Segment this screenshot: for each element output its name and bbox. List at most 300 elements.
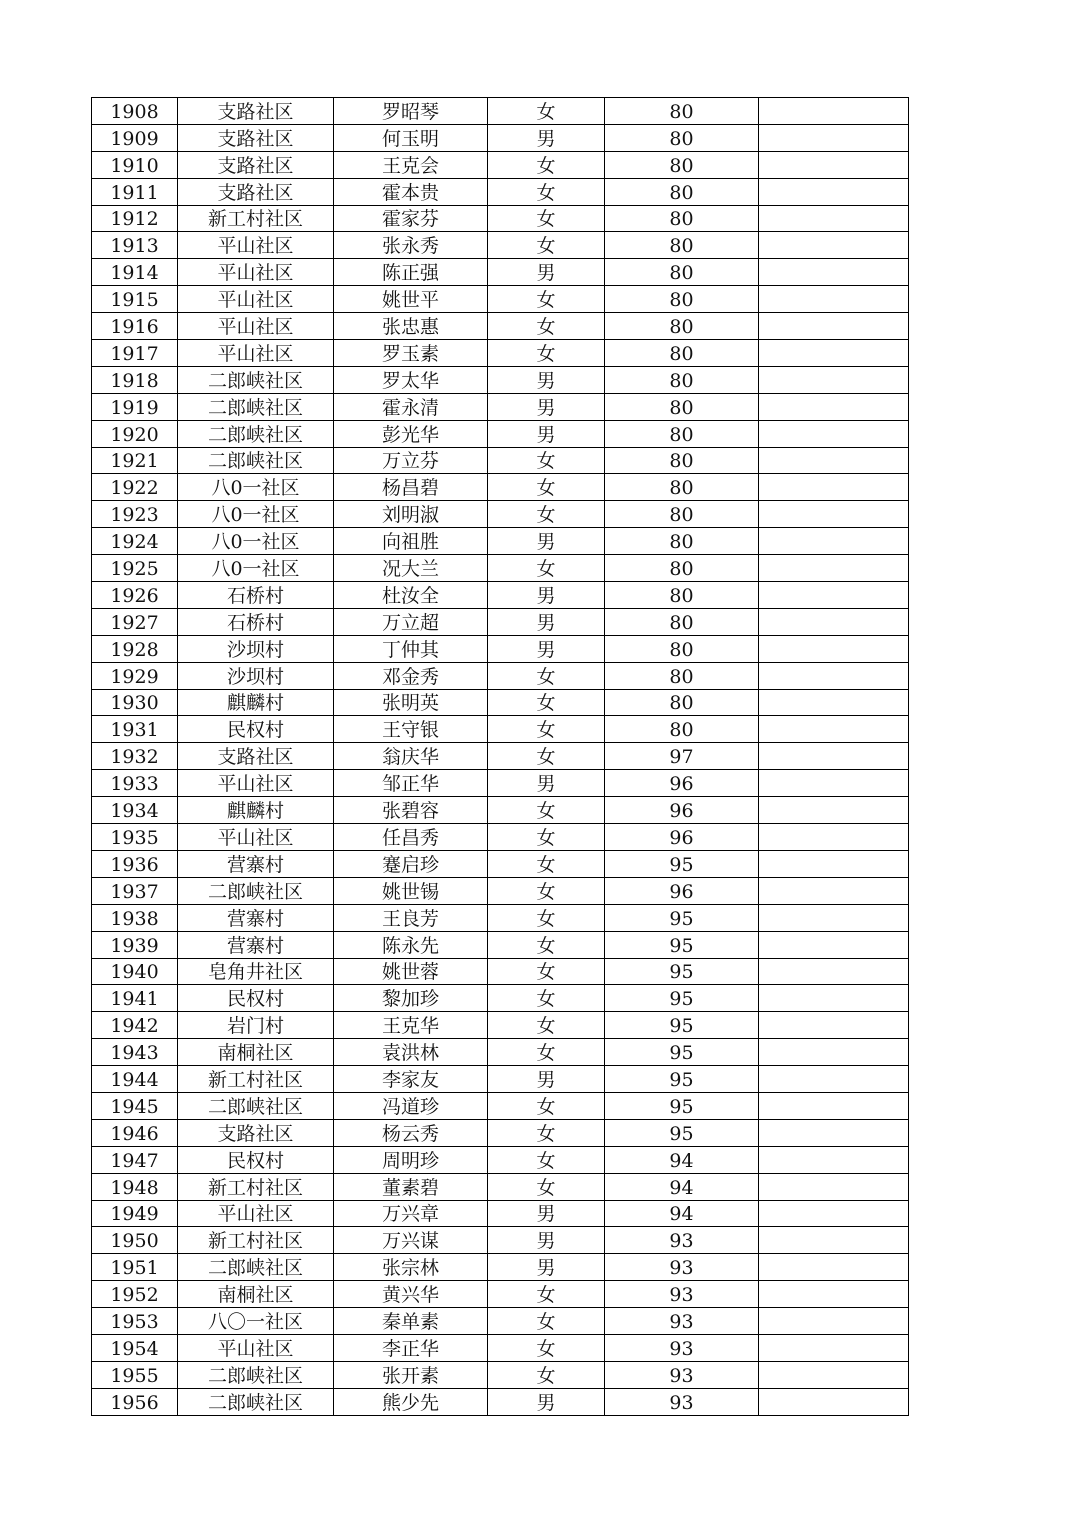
table-row — [92, 555, 909, 582]
name-cell: 霍家芬 — [334, 205, 488, 232]
row-number-cell: 1934 — [92, 797, 178, 824]
table-row — [92, 1119, 909, 1146]
table-row — [92, 1173, 909, 1200]
age-cell: 95 — [605, 850, 759, 877]
table-row — [92, 958, 909, 985]
remark-cell — [759, 1092, 909, 1119]
row-number-cell: 1944 — [92, 1066, 178, 1093]
remark-cell — [759, 420, 909, 447]
age-cell: 95 — [605, 1012, 759, 1039]
remark-cell — [759, 716, 909, 743]
age-cell: 80 — [605, 662, 759, 689]
name-cell: 王克华 — [334, 1012, 488, 1039]
row-number-cell: 1912 — [92, 205, 178, 232]
table-body — [92, 98, 909, 1416]
table-row — [92, 178, 909, 205]
name-cell: 杨昌碧 — [334, 474, 488, 501]
table-row — [92, 474, 909, 501]
table-row — [92, 1334, 909, 1361]
community-cell: 麒麟村 — [178, 797, 334, 824]
community-cell: 民权村 — [178, 1146, 334, 1173]
gender-cell: 男 — [488, 528, 605, 555]
remark-cell — [759, 1200, 909, 1227]
table-row — [92, 904, 909, 931]
row-number-cell: 1928 — [92, 635, 178, 662]
table-row — [92, 662, 909, 689]
remark-cell — [759, 313, 909, 340]
gender-cell: 女 — [488, 931, 605, 958]
gender-cell: 男 — [488, 1254, 605, 1281]
community-cell: 营寨村 — [178, 850, 334, 877]
table-row — [92, 1146, 909, 1173]
age-cell: 80 — [605, 689, 759, 716]
community-cell: 石桥村 — [178, 582, 334, 609]
table-row — [92, 635, 909, 662]
gender-cell: 女 — [488, 286, 605, 313]
gender-cell: 男 — [488, 635, 605, 662]
age-cell: 80 — [605, 608, 759, 635]
age-cell: 95 — [605, 931, 759, 958]
age-cell: 97 — [605, 743, 759, 770]
community-cell: 八0一社区 — [178, 555, 334, 582]
remark-cell — [759, 232, 909, 259]
gender-cell: 女 — [488, 98, 605, 125]
gender-cell: 男 — [488, 1066, 605, 1093]
community-cell: 岩门村 — [178, 1012, 334, 1039]
name-cell: 霍本贵 — [334, 178, 488, 205]
gender-cell: 女 — [488, 474, 605, 501]
table-row — [92, 850, 909, 877]
name-cell: 杨云秀 — [334, 1119, 488, 1146]
community-cell: 平山社区 — [178, 1200, 334, 1227]
remark-cell — [759, 528, 909, 555]
gender-cell: 女 — [488, 1173, 605, 1200]
table-row — [92, 824, 909, 851]
data-table — [91, 97, 909, 1416]
age-cell: 80 — [605, 340, 759, 367]
table-row — [92, 1012, 909, 1039]
row-number-cell: 1921 — [92, 447, 178, 474]
age-cell: 80 — [605, 98, 759, 125]
community-cell: 平山社区 — [178, 770, 334, 797]
age-cell: 96 — [605, 824, 759, 851]
row-number-cell: 1929 — [92, 662, 178, 689]
name-cell: 熊少先 — [334, 1388, 488, 1415]
row-number-cell: 1951 — [92, 1254, 178, 1281]
gender-cell: 女 — [488, 1308, 605, 1335]
row-number-cell: 1916 — [92, 313, 178, 340]
row-number-cell: 1947 — [92, 1146, 178, 1173]
remark-cell — [759, 743, 909, 770]
row-number-cell: 1908 — [92, 98, 178, 125]
community-cell: 新工村社区 — [178, 1173, 334, 1200]
age-cell: 80 — [605, 447, 759, 474]
remark-cell — [759, 877, 909, 904]
row-number-cell: 1922 — [92, 474, 178, 501]
name-cell: 姚世平 — [334, 286, 488, 313]
community-cell: 支路社区 — [178, 151, 334, 178]
age-cell: 80 — [605, 151, 759, 178]
remark-cell — [759, 824, 909, 851]
gender-cell: 女 — [488, 1146, 605, 1173]
gender-cell: 女 — [488, 797, 605, 824]
name-cell: 罗昭琴 — [334, 98, 488, 125]
remark-cell — [759, 259, 909, 286]
gender-cell: 女 — [488, 232, 605, 259]
table-row — [92, 770, 909, 797]
row-number-cell: 1915 — [92, 286, 178, 313]
gender-cell: 男 — [488, 582, 605, 609]
age-cell: 93 — [605, 1281, 759, 1308]
row-number-cell: 1935 — [92, 824, 178, 851]
age-cell: 80 — [605, 178, 759, 205]
name-cell: 杜汝全 — [334, 582, 488, 609]
community-cell: 平山社区 — [178, 313, 334, 340]
name-cell: 万立超 — [334, 608, 488, 635]
gender-cell: 女 — [488, 958, 605, 985]
row-number-cell: 1913 — [92, 232, 178, 259]
community-cell: 沙坝村 — [178, 635, 334, 662]
name-cell: 邹正华 — [334, 770, 488, 797]
row-number-cell: 1936 — [92, 850, 178, 877]
table-row — [92, 313, 909, 340]
community-cell: 八0一社区 — [178, 501, 334, 528]
table-row — [92, 1200, 909, 1227]
community-cell: 二郎峡社区 — [178, 1092, 334, 1119]
gender-cell: 女 — [488, 662, 605, 689]
row-number-cell: 1926 — [92, 582, 178, 609]
remark-cell — [759, 1281, 909, 1308]
community-cell: 二郎峡社区 — [178, 393, 334, 420]
name-cell: 张忠惠 — [334, 313, 488, 340]
table-row — [92, 608, 909, 635]
remark-cell — [759, 770, 909, 797]
gender-cell: 女 — [488, 178, 605, 205]
remark-cell — [759, 635, 909, 662]
row-number-cell: 1925 — [92, 555, 178, 582]
name-cell: 陈正强 — [334, 259, 488, 286]
row-number-cell: 1920 — [92, 420, 178, 447]
table-row — [92, 582, 909, 609]
community-cell: 平山社区 — [178, 259, 334, 286]
table-row — [92, 931, 909, 958]
row-number-cell: 1909 — [92, 124, 178, 151]
remark-cell — [759, 98, 909, 125]
row-number-cell: 1911 — [92, 178, 178, 205]
row-number-cell: 1917 — [92, 340, 178, 367]
row-number-cell: 1924 — [92, 528, 178, 555]
name-cell: 况大兰 — [334, 555, 488, 582]
row-number-cell: 1945 — [92, 1092, 178, 1119]
gender-cell: 女 — [488, 904, 605, 931]
age-cell: 96 — [605, 877, 759, 904]
community-cell: 二郎峡社区 — [178, 877, 334, 904]
community-cell: 支路社区 — [178, 1119, 334, 1146]
name-cell: 秦单素 — [334, 1308, 488, 1335]
row-number-cell: 1919 — [92, 393, 178, 420]
age-cell: 93 — [605, 1227, 759, 1254]
gender-cell: 女 — [488, 151, 605, 178]
name-cell: 袁洪林 — [334, 1039, 488, 1066]
name-cell: 姚世锡 — [334, 877, 488, 904]
table-row — [92, 98, 909, 125]
age-cell: 80 — [605, 555, 759, 582]
name-cell: 王良芳 — [334, 904, 488, 931]
table-row — [92, 1066, 909, 1093]
row-number-cell: 1910 — [92, 151, 178, 178]
community-cell: 八0一社区 — [178, 528, 334, 555]
community-cell: 八0一社区 — [178, 474, 334, 501]
gender-cell: 男 — [488, 1388, 605, 1415]
table-row — [92, 528, 909, 555]
row-number-cell: 1939 — [92, 931, 178, 958]
row-number-cell: 1949 — [92, 1200, 178, 1227]
community-cell: 平山社区 — [178, 824, 334, 851]
row-number-cell: 1952 — [92, 1281, 178, 1308]
name-cell: 何玉明 — [334, 124, 488, 151]
remark-cell — [759, 689, 909, 716]
table-row — [92, 716, 909, 743]
gender-cell: 女 — [488, 1092, 605, 1119]
row-number-cell: 1923 — [92, 501, 178, 528]
community-cell: 二郎峡社区 — [178, 1361, 334, 1388]
remark-cell — [759, 582, 909, 609]
gender-cell: 男 — [488, 124, 605, 151]
remark-cell — [759, 958, 909, 985]
remark-cell — [759, 1388, 909, 1415]
gender-cell: 女 — [488, 1012, 605, 1039]
community-cell: 平山社区 — [178, 340, 334, 367]
age-cell: 80 — [605, 124, 759, 151]
name-cell: 张明英 — [334, 689, 488, 716]
age-cell: 96 — [605, 797, 759, 824]
row-number-cell: 1943 — [92, 1039, 178, 1066]
remark-cell — [759, 474, 909, 501]
row-number-cell: 1937 — [92, 877, 178, 904]
age-cell: 94 — [605, 1146, 759, 1173]
name-cell: 霍永清 — [334, 393, 488, 420]
table-row — [92, 286, 909, 313]
name-cell: 张开素 — [334, 1361, 488, 1388]
table-row — [92, 985, 909, 1012]
table-row — [92, 689, 909, 716]
gender-cell: 女 — [488, 205, 605, 232]
row-number-cell: 1938 — [92, 904, 178, 931]
name-cell: 黄兴华 — [334, 1281, 488, 1308]
name-cell: 翁庆华 — [334, 743, 488, 770]
row-number-cell: 1930 — [92, 689, 178, 716]
remark-cell — [759, 447, 909, 474]
remark-cell — [759, 340, 909, 367]
table-row — [92, 259, 909, 286]
table-row — [92, 447, 909, 474]
age-cell: 80 — [605, 635, 759, 662]
community-cell: 二郎峡社区 — [178, 1388, 334, 1415]
name-cell: 丁仲其 — [334, 635, 488, 662]
name-cell: 蹇启珍 — [334, 850, 488, 877]
name-cell: 任昌秀 — [334, 824, 488, 851]
remark-cell — [759, 1334, 909, 1361]
community-cell: 沙坝村 — [178, 662, 334, 689]
row-number-cell: 1931 — [92, 716, 178, 743]
community-cell: 支路社区 — [178, 124, 334, 151]
age-cell: 93 — [605, 1334, 759, 1361]
community-cell: 皂角井社区 — [178, 958, 334, 985]
community-cell: 新工村社区 — [178, 205, 334, 232]
remark-cell — [759, 205, 909, 232]
remark-cell — [759, 393, 909, 420]
gender-cell: 女 — [488, 340, 605, 367]
row-number-cell: 1950 — [92, 1227, 178, 1254]
community-cell: 南桐社区 — [178, 1281, 334, 1308]
gender-cell: 女 — [488, 1281, 605, 1308]
community-cell: 石桥村 — [178, 608, 334, 635]
community-cell: 新工村社区 — [178, 1227, 334, 1254]
community-cell: 平山社区 — [178, 1334, 334, 1361]
remark-cell — [759, 1361, 909, 1388]
remark-cell — [759, 850, 909, 877]
table-row — [92, 232, 909, 259]
remark-cell — [759, 1119, 909, 1146]
community-cell: 民权村 — [178, 716, 334, 743]
gender-cell: 女 — [488, 743, 605, 770]
age-cell: 95 — [605, 1092, 759, 1119]
age-cell: 80 — [605, 232, 759, 259]
gender-cell: 女 — [488, 313, 605, 340]
community-cell: 营寨村 — [178, 931, 334, 958]
table-row — [92, 1388, 909, 1415]
remark-cell — [759, 151, 909, 178]
name-cell: 李家友 — [334, 1066, 488, 1093]
age-cell: 93 — [605, 1308, 759, 1335]
name-cell: 张宗林 — [334, 1254, 488, 1281]
community-cell: 二郎峡社区 — [178, 366, 334, 393]
remark-cell — [759, 1039, 909, 1066]
row-number-cell: 1933 — [92, 770, 178, 797]
row-number-cell: 1942 — [92, 1012, 178, 1039]
gender-cell: 女 — [488, 1334, 605, 1361]
age-cell: 93 — [605, 1361, 759, 1388]
gender-cell: 男 — [488, 770, 605, 797]
name-cell: 万兴谋 — [334, 1227, 488, 1254]
age-cell: 95 — [605, 1119, 759, 1146]
remark-cell — [759, 797, 909, 824]
remark-cell — [759, 501, 909, 528]
name-cell: 董素碧 — [334, 1173, 488, 1200]
gender-cell: 女 — [488, 501, 605, 528]
gender-cell: 女 — [488, 824, 605, 851]
age-cell: 93 — [605, 1254, 759, 1281]
table-row — [92, 1227, 909, 1254]
gender-cell: 男 — [488, 608, 605, 635]
age-cell: 95 — [605, 985, 759, 1012]
remark-cell — [759, 286, 909, 313]
age-cell: 80 — [605, 205, 759, 232]
community-cell: 支路社区 — [178, 743, 334, 770]
name-cell: 万兴章 — [334, 1200, 488, 1227]
row-number-cell: 1932 — [92, 743, 178, 770]
community-cell: 八〇一社区 — [178, 1308, 334, 1335]
gender-cell: 男 — [488, 259, 605, 286]
age-cell: 94 — [605, 1200, 759, 1227]
name-cell: 张碧容 — [334, 797, 488, 824]
row-number-cell: 1956 — [92, 1388, 178, 1415]
age-cell: 80 — [605, 528, 759, 555]
table-row — [92, 1092, 909, 1119]
table-row — [92, 124, 909, 151]
remark-cell — [759, 904, 909, 931]
age-cell: 80 — [605, 286, 759, 313]
age-cell: 80 — [605, 501, 759, 528]
community-cell: 南桐社区 — [178, 1039, 334, 1066]
row-number-cell: 1953 — [92, 1308, 178, 1335]
age-cell: 80 — [605, 393, 759, 420]
gender-cell: 女 — [488, 689, 605, 716]
table-row — [92, 743, 909, 770]
remark-cell — [759, 1146, 909, 1173]
row-number-cell: 1940 — [92, 958, 178, 985]
name-cell: 张永秀 — [334, 232, 488, 259]
community-cell: 平山社区 — [178, 232, 334, 259]
row-number-cell: 1955 — [92, 1361, 178, 1388]
remark-cell — [759, 608, 909, 635]
community-cell: 二郎峡社区 — [178, 447, 334, 474]
table-row — [92, 797, 909, 824]
community-cell: 民权村 — [178, 985, 334, 1012]
name-cell: 邓金秀 — [334, 662, 488, 689]
gender-cell: 女 — [488, 555, 605, 582]
remark-cell — [759, 1173, 909, 1200]
community-cell: 麒麟村 — [178, 689, 334, 716]
table-row — [92, 340, 909, 367]
name-cell: 彭光华 — [334, 420, 488, 447]
community-cell: 营寨村 — [178, 904, 334, 931]
age-cell: 80 — [605, 474, 759, 501]
remark-cell — [759, 1227, 909, 1254]
age-cell: 96 — [605, 770, 759, 797]
gender-cell: 女 — [488, 985, 605, 1012]
table-row — [92, 366, 909, 393]
name-cell: 姚世蓉 — [334, 958, 488, 985]
table-row — [92, 1039, 909, 1066]
gender-cell: 女 — [488, 1119, 605, 1146]
community-cell: 二郎峡社区 — [178, 1254, 334, 1281]
gender-cell: 男 — [488, 1200, 605, 1227]
name-cell: 罗玉素 — [334, 340, 488, 367]
gender-cell: 女 — [488, 447, 605, 474]
age-cell: 80 — [605, 716, 759, 743]
age-cell: 95 — [605, 1066, 759, 1093]
table-row — [92, 393, 909, 420]
name-cell: 王守银 — [334, 716, 488, 743]
age-cell: 80 — [605, 259, 759, 286]
community-cell: 平山社区 — [178, 286, 334, 313]
gender-cell: 男 — [488, 366, 605, 393]
table-row — [92, 877, 909, 904]
remark-cell — [759, 366, 909, 393]
table-row — [92, 205, 909, 232]
table-row — [92, 1281, 909, 1308]
age-cell: 80 — [605, 582, 759, 609]
remark-cell — [759, 555, 909, 582]
table-row — [92, 501, 909, 528]
row-number-cell: 1914 — [92, 259, 178, 286]
age-cell: 80 — [605, 420, 759, 447]
community-cell: 新工村社区 — [178, 1066, 334, 1093]
gender-cell: 女 — [488, 850, 605, 877]
gender-cell: 女 — [488, 716, 605, 743]
age-cell: 95 — [605, 1039, 759, 1066]
